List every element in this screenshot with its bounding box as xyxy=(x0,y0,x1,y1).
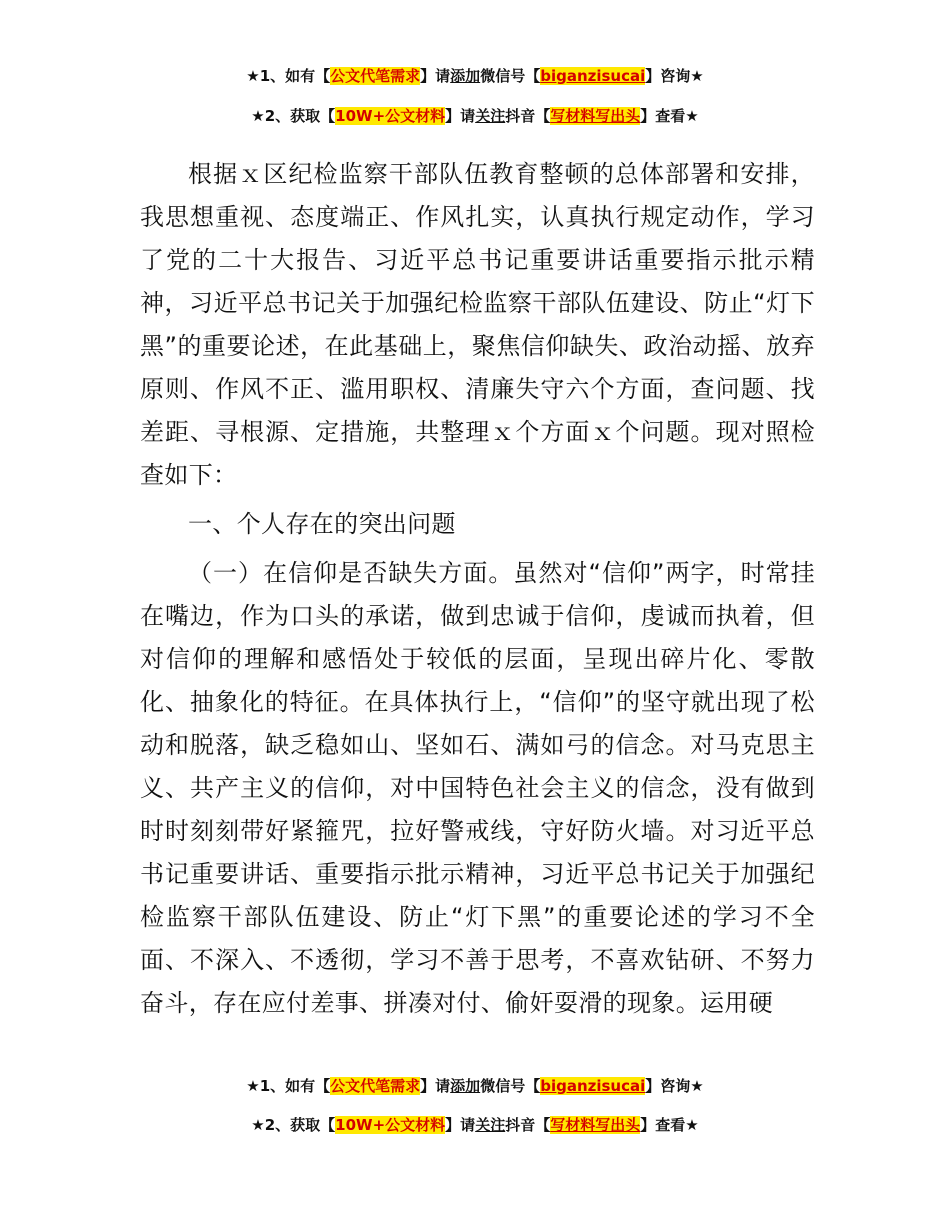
star-icon: ★ xyxy=(251,107,265,125)
star-icon: ★ xyxy=(685,107,699,125)
banner-emphasis: 添加 xyxy=(450,67,481,85)
banner-text: 2、获取【 xyxy=(264,1116,336,1134)
banner-text: 微信号【 xyxy=(480,67,541,85)
banner-emphasis: 关注 xyxy=(475,107,506,125)
banner-text: 抖音【 xyxy=(505,107,551,125)
banner-text: 1、如有【 xyxy=(259,67,331,85)
banner-text: 】咨询 xyxy=(645,1077,691,1095)
banner-text: 】咨询 xyxy=(645,67,691,85)
banner-text: 2、获取【 xyxy=(264,107,336,125)
promo-banner-top-line1 xyxy=(0,66,950,86)
star-icon: ★ xyxy=(246,1077,260,1095)
banner-text: 微信号【 xyxy=(480,1077,541,1095)
star-icon: ★ xyxy=(690,1077,704,1095)
banner-text: 】请 xyxy=(445,107,476,125)
star-icon: ★ xyxy=(246,67,260,85)
section-heading: 一、个人存在的突出问题 xyxy=(188,510,456,538)
banner-text: 】查看 xyxy=(640,107,686,125)
star-icon: ★ xyxy=(690,67,704,85)
banner-highlight: 公文代笔需求 xyxy=(330,67,421,85)
banner-text: 1、如有【 xyxy=(259,1077,331,1095)
banner-highlight: 10W+公文材料 xyxy=(335,107,446,125)
banner-text: 】请 xyxy=(420,1077,451,1095)
douyin-account: 写材料写出头 xyxy=(550,107,641,125)
banner-text: 】请 xyxy=(420,67,451,85)
douyin-account: 写材料写出头 xyxy=(550,1116,641,1134)
wechat-id: biganzisucai xyxy=(540,67,646,85)
star-icon: ★ xyxy=(251,1116,265,1134)
banner-highlight: 10W+公文材料 xyxy=(335,1116,446,1134)
banner-emphasis: 添加 xyxy=(450,1077,481,1095)
star-icon: ★ xyxy=(685,1116,699,1134)
wechat-id: biganzisucai xyxy=(540,1077,646,1095)
intro-paragraph: 根据ｘ区纪检监察干部队伍教育整顿的总体部署和安排，我思想重视、态度端正、作风扎实，认真执行规定动作，学习了党的二十大报告、习近平总书记重要讲话重要指示批示精神，习近平总书记关于加强纪检监察干部队伍建设、防止“灯下黑”的重要论述，在此基础上，聚焦信仰缺失、政治动摇、放弃原则、作风不正、滥用职权、清廉失守六个方面，查问题、找差距、寻根源、定措施，共整理ｘ个方面ｘ个问题。现对照检查如下： xyxy=(140,160,815,489)
banner-emphasis: 关注 xyxy=(475,1116,506,1134)
promo-banner-bottom-line1 xyxy=(0,1076,950,1096)
banner-highlight: 公文代笔需求 xyxy=(330,1077,421,1095)
banner-text: 】请 xyxy=(445,1116,476,1134)
promo-banner-bottom-line2 xyxy=(0,1115,950,1135)
promo-banner-top-line2 xyxy=(0,106,950,126)
section-paragraph: （一）在信仰是否缺失方面。虽然对“信仰”两字，时常挂在嘴边，作为口头的承诺，做到忠诚于信仰，虔诚而执着，但对信仰的理解和感悟处于较低的层面，呈现出碎片化、零散化、抽象化的特征。在具体执行上，“信仰”的坚守就出现了松动和脱落，缺乏稳如山、坚如石、满如弓的信念。对马克思主义、共产主义的信仰，对中国特色社会主义的信念，没有做到时时刻刻带好紧箍咒，拉好警戒线，守好防火墙。对习近平总书记重要讲话、重要指示批示精神，习近平总书记关于加强纪检监察干部队伍建设、防止“灯下黑”的重要论述的学习不全面、不深入、不透彻，学习不善于思考，不喜欢钻研、不努力奋斗，存在应付差事、拼凑对付、偷奸耍滑的现象。运用硬 xyxy=(140,559,815,1017)
banner-text: 】查看 xyxy=(640,1116,686,1134)
banner-text: 抖音【 xyxy=(505,1116,551,1134)
document-body xyxy=(140,153,815,1025)
